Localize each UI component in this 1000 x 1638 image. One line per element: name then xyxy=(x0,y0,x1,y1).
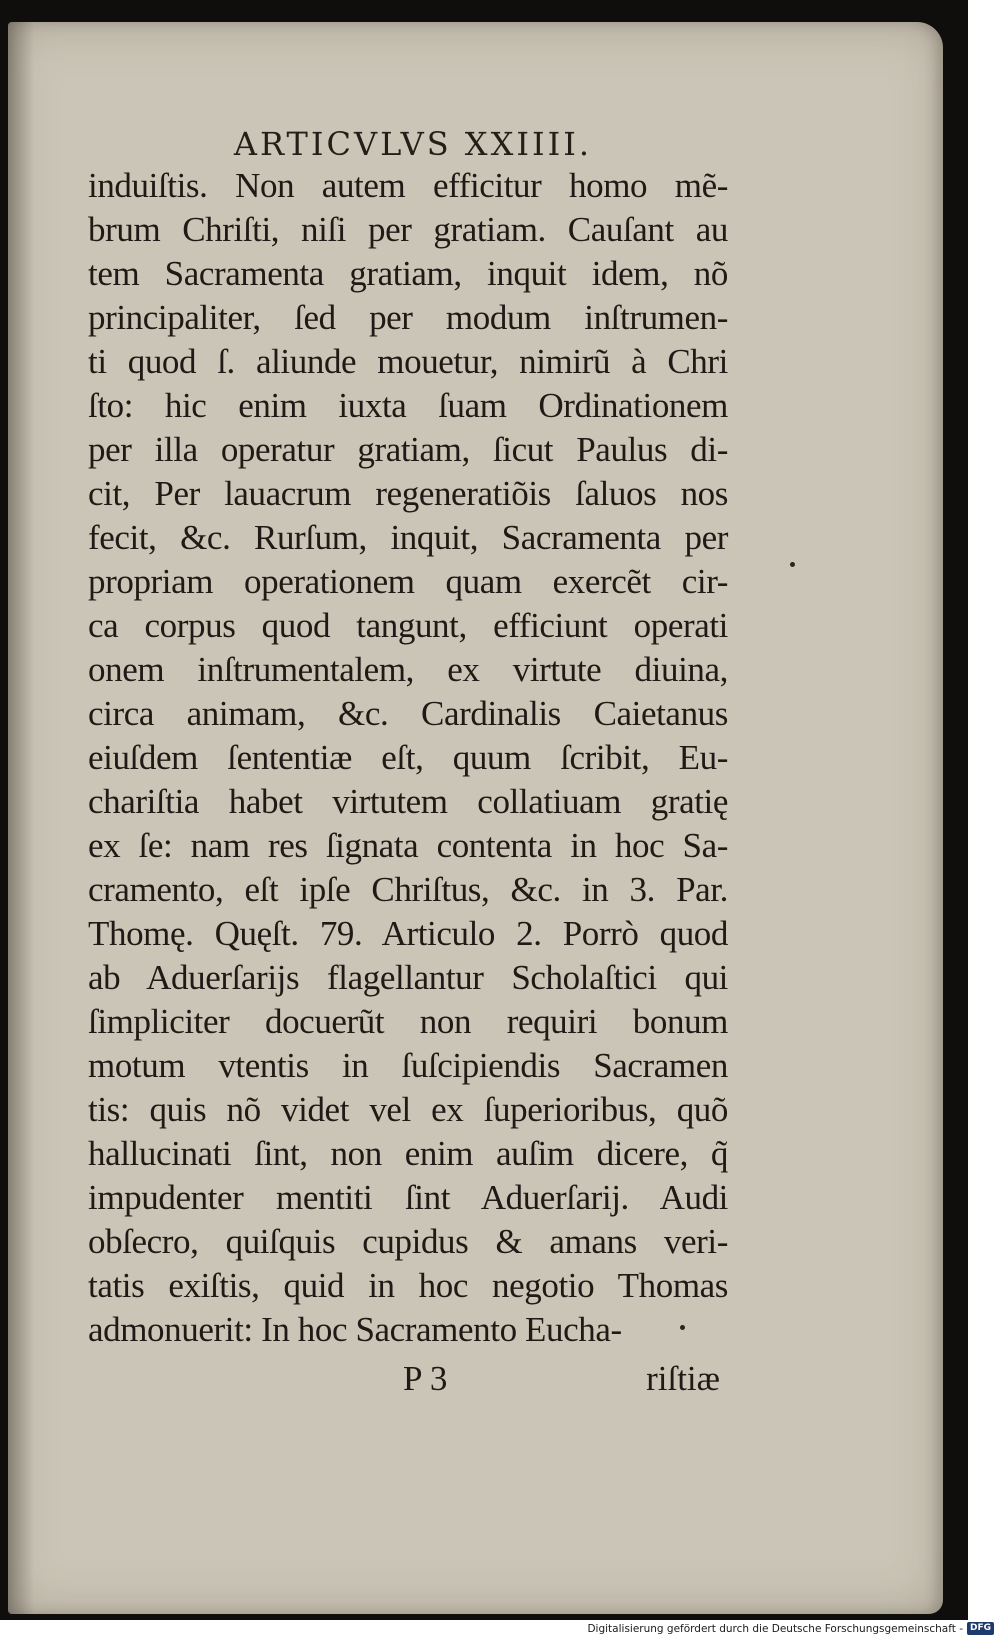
credit-text: Digitalisierung gefördert durch die Deutsche Forschungsgemeinschaft - xyxy=(587,1622,963,1635)
body-text xyxy=(88,164,728,1352)
text-line: ſto: hic enim iuxta ſuam Ordinationem xyxy=(88,386,728,425)
text-line: ex ſe: nam res ſignata contenta in hoc Sa- xyxy=(88,826,728,865)
text-line: per illa operatur gratiam, ſicut Paulus di- xyxy=(88,430,728,469)
text-line: ti quod ſ. aliunde mouetur, nimirũ à Chri xyxy=(88,342,728,381)
text-line: circa animam, &c. Cardinalis Caietanus xyxy=(88,694,728,733)
text-line: onem inſtrumentalem, ex virtute diuina, xyxy=(88,650,728,689)
text-line: cramento, eſt ipſe Chriſtus, &c. in 3. Par. xyxy=(88,870,728,909)
book-page xyxy=(8,22,943,1614)
signature-mark: P 3 xyxy=(403,1359,448,1398)
text-line: motum vtentis in ſuſcipiendis Sacramen xyxy=(88,1046,728,1085)
text-line: Thomę. Quęſt. 79. Articulo 2. Porrò quod xyxy=(88,914,728,953)
text-line: chariſtia habet virtutem collatiuam gratię xyxy=(88,782,728,821)
page-footer xyxy=(88,1359,728,1403)
text-line: impudenter mentiti ſint Aduerſarij. Audi xyxy=(88,1178,728,1217)
ink-spot xyxy=(790,562,795,567)
text-line: tis: quis nõ videt vel ex ſuperioribus, quõ xyxy=(88,1090,728,1129)
text-line: eiuſdem ſententiæ eſt, quum ſcribit, Eu- xyxy=(88,738,728,777)
running-head: ARTICVLVS XXIIII. xyxy=(233,125,593,163)
text-line: propriam operationem quam exercẽt cir- xyxy=(88,562,728,601)
text-line: tem Sacramenta gratiam, inquit idem, nõ xyxy=(88,254,728,293)
text-line: ca corpus quod tangunt, efficiunt operati xyxy=(88,606,728,645)
text-line: principaliter, ſed per modum inſtrumen- xyxy=(88,298,728,337)
text-line: hallucinati ſint, non enim auſim dicere, q̃ xyxy=(88,1134,728,1173)
text-line: obſecro, quiſquis cupidus & amans veri- xyxy=(88,1222,728,1261)
text-line: tatis exiſtis, quid in hoc negotio Thomas xyxy=(88,1266,728,1305)
ink-spot xyxy=(680,1325,685,1330)
text-line: fecit, &c. Rurſum, inquit, Sacramenta per xyxy=(88,518,728,557)
text-line: ab Aduerſarijs flagellantur Scholaſtici qui xyxy=(88,958,728,997)
digitization-credit xyxy=(587,1620,994,1637)
text-line: induiſtis. Non autem efficitur homo mẽ- xyxy=(88,166,728,205)
text-line: ſimpliciter docuerũt non requiri bonum xyxy=(88,1002,728,1041)
text-line: cit, Per lauacrum regeneratiõis ſaluos nos xyxy=(88,474,728,513)
text-line: admonuerit: In hoc Sacramento Eucha- xyxy=(88,1310,622,1349)
text-line: brum Chriſti, niſi per gratiam. Cauſant au xyxy=(88,210,728,249)
dfg-logo-icon: DFG xyxy=(967,1622,994,1635)
catchword: riſtiæ xyxy=(646,1359,720,1398)
